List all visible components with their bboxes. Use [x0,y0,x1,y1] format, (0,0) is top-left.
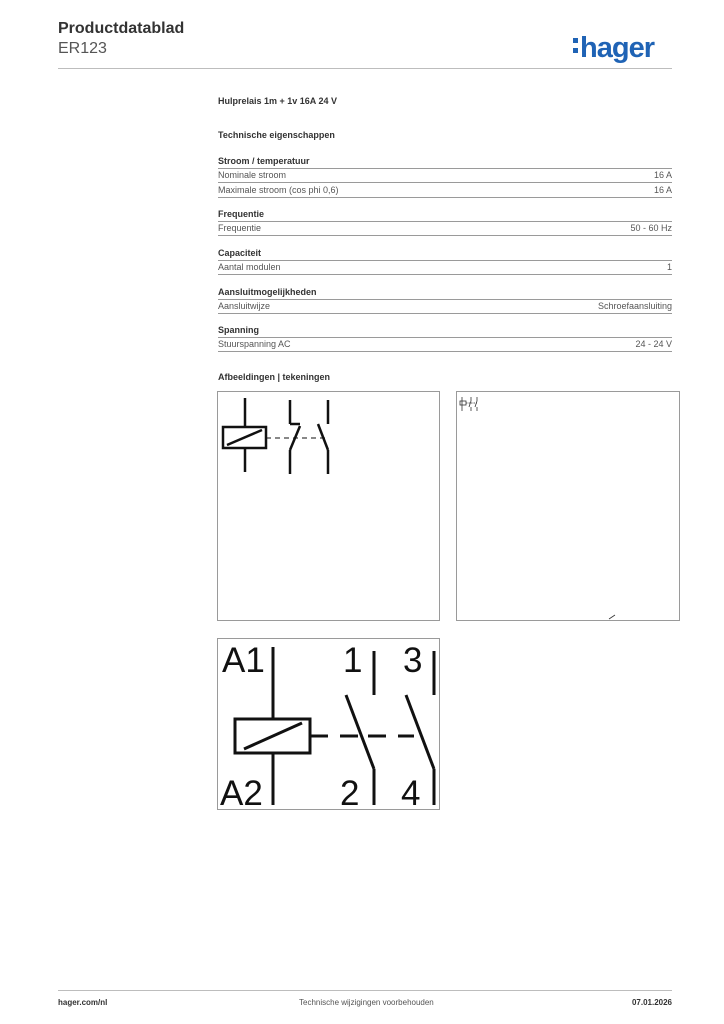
spec-value: Schroefaansluiting [597,301,672,311]
spec-row [218,338,672,352]
spec-row [218,184,672,198]
footer-date: 07.01.2026 [631,998,672,1007]
terminal-a2-label: A2 [220,774,263,809]
header-divider [58,68,672,69]
spec-label: Frequentie [218,223,262,233]
logo-dots-icon [573,38,578,55]
spec-row [218,222,672,236]
spec-value: 16 A [653,170,672,180]
group-title-voltage: Spanning [218,325,672,338]
relay-symbol-icon [218,392,439,620]
spec-value: 50 - 60 Hz [630,223,672,233]
spec-label: Aantal modulen [218,262,281,272]
product-name: Hulprelais 1m + 1v 16A 24 V [218,96,337,106]
hager-logo [573,34,654,63]
terminal-2-label: 2 [340,774,360,809]
page-title: Productdatablad [58,20,185,37]
section-title-images: Afbeeldingen | tekeningen [218,372,331,382]
group-title-frequency: Frequentie [218,209,672,222]
spec-label: Maximale stroom (cos phi 0,6) [218,185,339,195]
terminal-3-label: 3 [403,641,423,680]
spec-value: 1 [666,262,672,272]
spec-row [218,261,672,275]
terminal-diagram [218,639,439,809]
terminal-a1-label: A1 [222,641,265,680]
image-small-symbol [456,391,680,621]
spec-value: 24 - 24 V [635,339,672,349]
terminal-4-label: 4 [401,774,421,809]
spec-value: 16 A [653,185,672,195]
group-title-connection: Aansluitmogelijkheden [218,287,672,300]
terminal-1-label: 1 [343,641,363,680]
spec-row [218,300,672,314]
spec-label: Stuurspanning AC [218,339,291,349]
logo-text: hager [580,32,654,64]
image-schematic-symbol [217,391,440,621]
spec-row [218,169,672,183]
footer-divider [58,990,672,991]
spec-label: Nominale stroom [218,170,287,180]
footer-disclaimer: Technische wijzigingen voorbehouden [299,998,434,1007]
product-code: ER123 [58,40,107,57]
footer-website-link[interactable]: hager.com/nl [58,998,108,1007]
image-terminal-diagram [217,638,440,810]
relay-mini-symbol-icon [457,392,679,620]
spec-label: Aansluitwijze [218,301,271,311]
group-title-current: Stroom / temperatuur [218,156,672,169]
section-title-technical: Technische eigenschappen [218,130,335,140]
page-header [58,20,672,68]
group-title-capacity: Capaciteit [218,248,672,261]
